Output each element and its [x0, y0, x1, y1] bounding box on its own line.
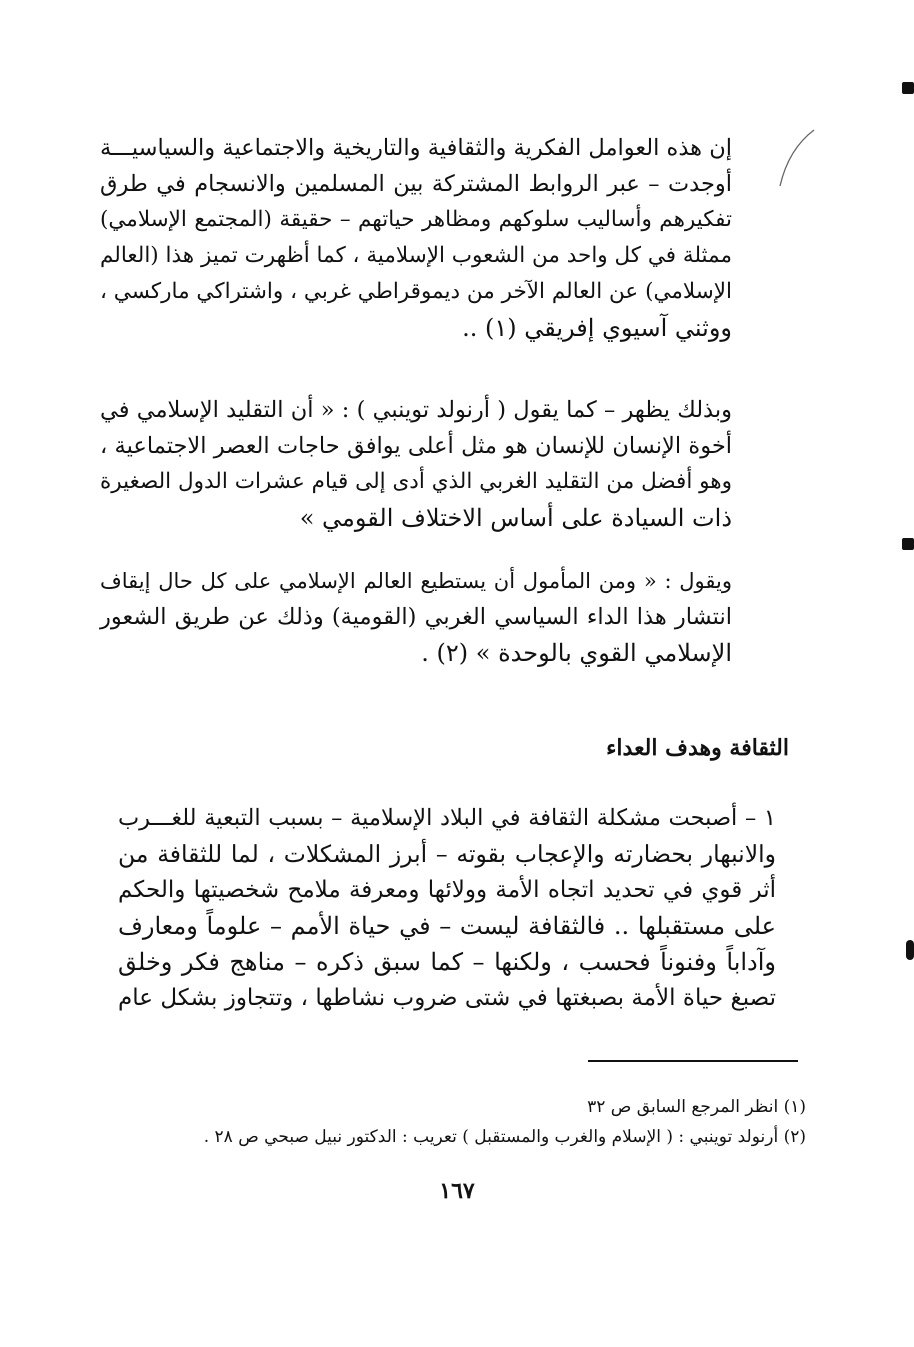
text-line: وآداباً وفنوناً فحسب ، ولكنها – كما سبق ذكره – مناهج فكر وخلق — [118, 948, 776, 976]
text-line: ووثني آسيوي إفريقي (١) .. — [462, 314, 732, 342]
footnote-separator — [588, 1060, 798, 1062]
text-line: والانبهار بحضارته والإعجاب بقوته – أبرز المشكلات ، لما للثقافة من — [118, 840, 776, 868]
text-line: على مستقبلها .. فالثقافة ليست – في حياة الأمم – علوماً ومعارف — [118, 912, 776, 940]
edge-blot — [902, 538, 914, 550]
section-paragraph — [118, 800, 776, 1016]
margin-pencil-mark — [776, 128, 816, 188]
paragraph-2 — [100, 392, 732, 536]
text-line: ويقول : « ومن المأمول أن يستطيع العالم الإسلامي على كل حال إيقاف — [100, 569, 732, 593]
text-line: أخوة الإنسان للإنسان هو مثل أعلى يوافق حاجات العصر الاجتماعية ، — [100, 433, 732, 459]
edge-blot — [906, 940, 914, 960]
footnote-1: (١) انظر المرجع السابق ص ٣٢ — [587, 1097, 806, 1117]
footnotes — [204, 1092, 806, 1152]
paragraph-3 — [100, 563, 732, 671]
section-heading: الثقافة وهدف العداء — [606, 735, 789, 761]
text-line: تصبغ حياة الأمة بصبغتها في شتى ضروب نشاطها ، وتتجاوز بشكل عام — [118, 985, 776, 1011]
page-number: ١٦٧ — [439, 1178, 475, 1204]
text-line: أثر قوي في تحديد اتجاه الأمة وولائها ومعرفة ملامح شخصيتها والحكم — [118, 877, 776, 903]
footnote-2: (٢) أرنولد توينبي : ( الإسلام والغرب والمستقبل ) تعريب : الدكتور نبيل صبحي ص ٢٨ . — [203, 1127, 806, 1147]
text-line: تفكيرهم وأساليب سلوكهم ومظاهر حياتهم – حقيقة (المجتمع الإسلامي) — [100, 207, 732, 232]
text-line: وهو أفضل من التقليد الغربي الذي أدى إلى قيام عشرات الدول الصغيرة — [100, 469, 732, 494]
text-line: الإسلامي) عن العالم الآخر من ديموقراطي غربي ، واشتراكي ماركسي ، — [100, 279, 732, 304]
text-line: أوجدت – عبر الروابط المشتركة بين المسلمين والانسجام في طرق — [100, 171, 732, 197]
text-line: ١ – أصبحت مشكلة الثقافة في البلاد الإسلامية – بسبب التبعية للغـــرب — [118, 805, 776, 831]
paragraph-1 — [100, 130, 732, 346]
text-line: وبذلك يظهر – كما يقول ( أرنولد توينبي ) : « أن التقليد الإسلامي في — [100, 397, 732, 423]
text-line: ذات السيادة على أساس الاختلاف القومي » — [299, 504, 732, 532]
text-line: انتشار هذا الداء السياسي الغربي (القومية) وذلك عن طريق الشعور — [100, 604, 732, 630]
edge-blot — [902, 82, 914, 94]
text-line: ممثلة في كل واحد من الشعوب الإسلامية ، كما أظهرت تميز هذا (العالم — [100, 243, 732, 268]
text-line: الإسلامي القوي بالوحدة » (٢) . — [421, 639, 732, 667]
text-line: إن هذه العوامل الفكرية والثقافية والتاريخية والاجتماعية والسياسيـــة — [100, 135, 732, 161]
